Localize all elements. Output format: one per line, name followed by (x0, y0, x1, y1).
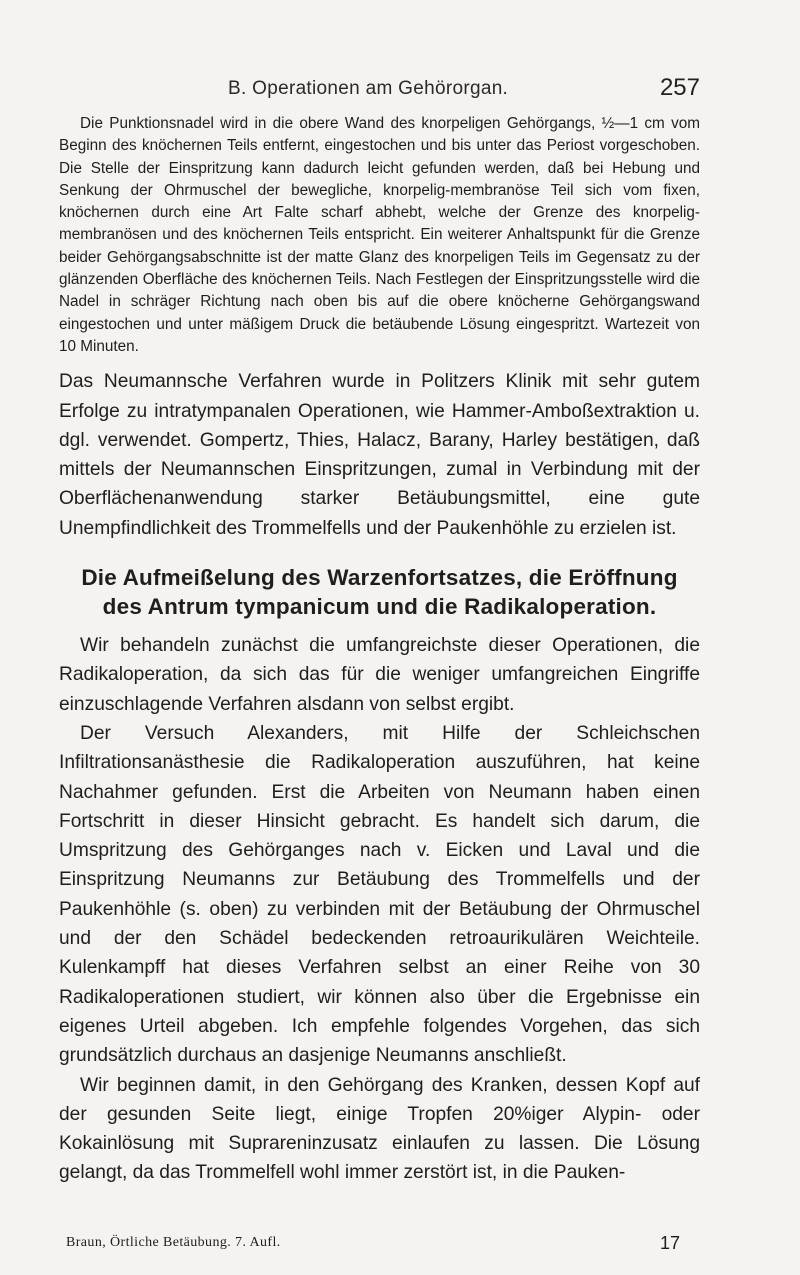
body-paragraph: Der Versuch Alexanders, mit Hilfe der Schleichschen Infiltrationsanästhesie die Radikaloperation auszuführen, hat keine Nachahmer gefunden. Erst die Arbeiten von Neumann haben einen Fortschritt in dieser Hinsicht gebracht. Es handelt sich darum, die Umspritzung des Gehörganges nach v. Eicken und Laval und die Einspritzung Neumanns zur Betäubung des Trommelfells und der Paukenhöhle (s. oben) zu verbinden mit der Betäubung der Ohrmuschel und der den Schädel bedeckenden retroaurikulären Weichteile. Kulenkampff hat dieses Verfahren selbst an einer Reihe von 30 Radikaloperationen studiert, wir können also über die Ergebnisse ein eigenes Urteil abgeben. Ich empfehle folgendes Vorgehen, das sich grundsätzlich durchaus an dasjenige Neumanns anschließt. (59, 722, 700, 1067)
page-content (59, 113, 700, 1188)
running-head: B. Operationen am Gehörorgan. (228, 78, 509, 99)
intro-block (59, 367, 700, 543)
body-paragraph: Wir behandeln zunächst die umfangreichste dieser Operationen, die Radikaloperation, da sich das für die weniger umfangreichen Eingriffe einzuschlagende Verfahren alsdann von selbst ergibt. (59, 635, 700, 715)
page-header (40, 74, 700, 108)
intro-paragraph: Das Neumannsche Verfahren wurde in Politzers Klinik mit sehr gutem Erfolge zu intratympanalen Operationen, wie Hammer-Amboßextraktion u. dgl. verwendet. Gompertz, Thies, Halacz, Barany, Harley bestätigen, daß mittels der Neumannschen Einspritzungen, zumal in Verbindung mit der Oberflächenanwendung starker Betäubungsmittel, eine gute Unempfindlichkeit des Trommelfells und der Paukenhöhle zu erzielen ist. (59, 371, 700, 539)
section-body (59, 631, 700, 1188)
signature-mark: 17 (659, 1233, 680, 1253)
page-number: 257 (659, 74, 700, 101)
small-print-block (59, 113, 700, 358)
book-reference: Braun, Örtliche Betäubung. 7. Aufl. (66, 1235, 281, 1250)
small-print-paragraph: Die Punktionsnadel wird in die obere Wand des knorpeligen Gehörgangs, ½—1 cm vom Beginn des knöchernen Teils entfernt, eingestochen und bis unter das Periost vorgeschoben. Die Stelle der Einspritzung kann dadurch leicht gefunden werden, daß bei Hebung und Senkung der Ohrmuschel der bewegliche, knorpelig-membranöse Teil sich vom fixen, knöchernen durch eine Art Falte scharf abhebt, welche der Grenze des knorpelig-membranösen und des knöchernen Teils entspricht. Ein weiterer Anhaltspunkt für die Grenze beider Gehörgangsabschnitte ist der matte Glanz des knorpeligen Teils im Gegensatz zu der glänzenden Oberfläche des knöchernen Teils. Nach Festlegen der Einspritzungsstelle wird die Nadel in schräger Richtung nach oben bis auf die obere knöcherne Gehörgangswand eingestochen und unter mäßigem Druck die betäubende Lösung eingespritzt. Wartezeit von 10 Minuten. (59, 115, 700, 355)
page-footer (66, 1233, 680, 1257)
section-heading: Die Aufmeißelung des Warzenfortsatzes, die Eröffnung des Antrum tympanicum und die Radikaloperation. (81, 565, 678, 620)
body-paragraph: Wir beginnen damit, in den Gehörgang des Kranken, dessen Kopf auf der gesunden Seite liegt, einige Tropfen 20%iger Alypin- oder Kokainlösung mit Suprareninzusatz einlaufen zu lassen. Die Lösung gelangt, da das Trommelfell wohl immer zerstört ist, in die Pauken- (59, 1074, 700, 1184)
